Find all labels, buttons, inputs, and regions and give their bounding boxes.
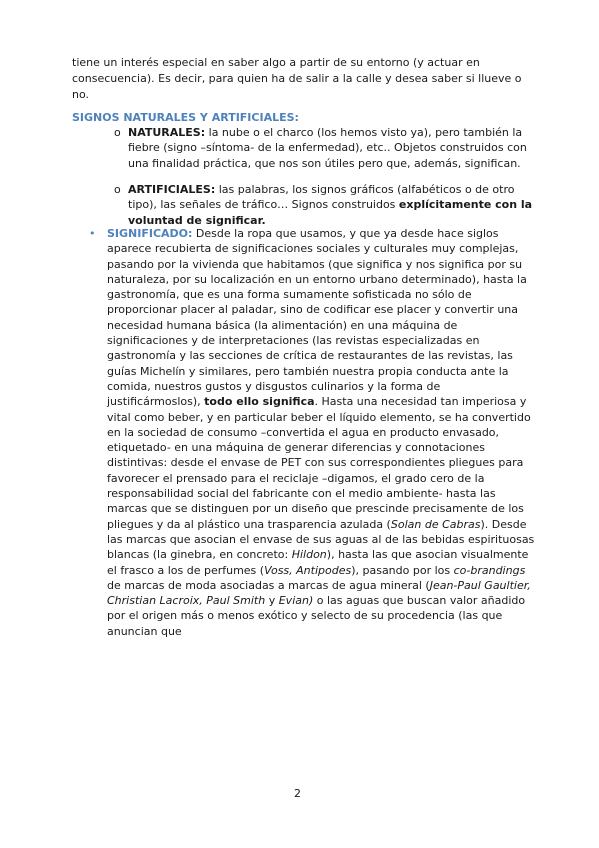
text-run: . Hasta una necesidad tan imperiosa y vital como beber, y en particular beber el líquido elemento, se ha convertido en la sociedad de consumo –convertida el agua en producto envasado, etiquetado- en una máquina de generar diferencias y connotaciones distintivas: desde el envase de PET con sus correspondientes pliegues para favorecer el prensado para el reciclaje –digamos, el grado cero de la responsabilidad social del fabricante con el medio ambiente- hasta las marcas que se distinguen por un diseño que prescinde precisamente de los pliegues y da al plástico una trasparencia azulada (: [107, 395, 531, 531]
sub-item-naturales: [128, 125, 538, 171]
sub-item-label: ARTIFICIALES:: [128, 183, 216, 196]
sub-item-label: NATURALES:: [128, 126, 206, 139]
text-run: ), pasando por los: [351, 563, 454, 577]
text-run: y: [265, 594, 279, 608]
sub-item-text: las palabras, los signos gráficos (alfabéticos o de otro tipo), las señales de tráfico… Signos construidos: [128, 183, 515, 212]
italic-run: co-brandings: [453, 563, 526, 577]
text-run: Desde la ropa que usamos, y que ya desde hace siglos aparece recubierta de significaciones sociales y culturales muy complejas, pasando por la vivienda que habitamos (que significa y nos significa por su naturaleza, por su localización en un entorno urbano determinado), hasta la gastronomía, que es una forma sumamente sofisticada no sólo de proporcionar placer al paladar, sino de codificar ese placer y convertir una necesidad humana básica (la alimentación) en una máquina de significaciones y de interpretaciones (las revistas especializadas en gastronomía y las secciones de crítica de restaurantes de las revistas, las guías Michelín y similares, pero también nuestra propia conducta ante la comida, nuestros gustos y disgustos culinarios y la forma de justificármoslos),: [107, 227, 527, 409]
sub-item-text: la nube o el charco (los hemos visto ya), pero también la fiebre (signo –síntoma- de la enfermedad), etc.. Objetos construidos con una finalidad práctica, que nos son útiles pero que, además, significan.: [128, 126, 527, 170]
italic-run: Hildon: [291, 548, 327, 562]
significado-label: SIGNIFICADO:: [107, 227, 193, 240]
sub-bullet-artificiales: o: [114, 183, 121, 196]
text-run: de marcas de moda asociadas a marcas de agua mineral (: [107, 578, 430, 592]
text-run: ), hasta las que asocian visualmente el frasco a los de perfumes (: [107, 548, 529, 577]
section-heading: SIGNOS NATURALES Y ARTIFICIALES:: [72, 111, 299, 124]
sub-bullet-naturales: o: [114, 126, 121, 139]
page-number: 2: [294, 787, 301, 800]
significado-paragraph: [107, 226, 537, 639]
italic-run: Solan de Cabras: [390, 517, 481, 531]
text-run: o las aguas que buscan valor añadido por el origen más o menos exótico y selecto de su procedencia (las que anuncian que: [107, 594, 526, 638]
bold-run: todo ello significa: [204, 395, 315, 409]
bullet-significado: •: [89, 227, 96, 240]
sub-item-artificiales: [128, 182, 538, 228]
text-run: ). Desde las marcas que asocian el envase de sus aguas al de las bebidas espirituosas blancas (la ginebra, en concreto:: [107, 517, 535, 562]
italic-run: Voss, Antipodes: [264, 563, 352, 577]
intro-paragraph: tiene un interés especial en saber algo a partir de su entorno (y actuar en consecuencia). Es decir, para quien ha de salir a la calle y desea saber si llueve o no.: [72, 56, 522, 101]
sub-item-bold-tail: explícitamente con la voluntad de significar.: [128, 198, 533, 227]
italic-run: Jean-Paul Gaultier, Christian Lacroix, Paul Smith: [107, 578, 531, 608]
italic-run: Evian): [278, 594, 314, 608]
